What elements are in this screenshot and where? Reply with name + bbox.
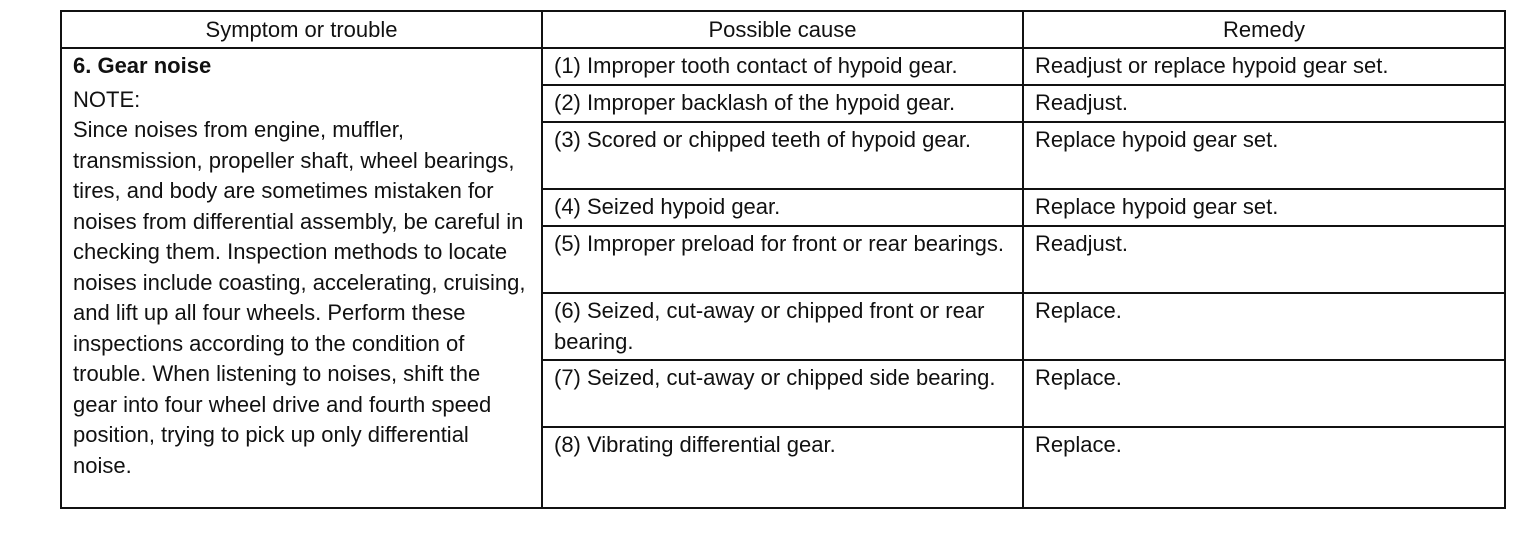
note-body: Since noises from engine, muffler, transmission, propeller shaft, wheel bearings, tires, and body are sometimes mistaken for noises from differential assembly, be careful in checking them. Inspection methods to locate noises include coasting, accelerating, cruising, and lift up all four wheels. Perform these inspections according to the condition of trouble. When listening to noises, shift the gear into four wheel drive and fourth speed position, trying to pick up only differential noise.: [73, 117, 526, 478]
note-label: NOTE:: [73, 86, 141, 112]
cause-cell: (6) Seized, cut-away or chipped front or rear bearing.: [542, 293, 1023, 360]
cause-cell: (3) Scored or chipped teeth of hypoid gear.: [542, 122, 1023, 189]
cause-cell: (4) Seized hypoid gear.: [542, 189, 1023, 226]
cause-cell: (5) Improper preload for front or rear bearings.: [542, 226, 1023, 293]
remedy-cell: Replace.: [1023, 360, 1505, 427]
remedy-cell: Replace hypoid gear set.: [1023, 122, 1505, 189]
header-symptom: Symptom or trouble: [61, 11, 542, 48]
remedy-cell: Replace.: [1023, 293, 1505, 360]
header-row: [61, 11, 1505, 48]
header-possible-cause: Possible cause: [542, 11, 1023, 48]
remedy-cell: Readjust.: [1023, 226, 1505, 293]
cause-cell: (1) Improper tooth contact of hypoid gear.: [542, 48, 1023, 85]
troubleshooting-table: [60, 10, 1506, 509]
remedy-cell: Replace.: [1023, 427, 1505, 508]
remedy-cell: Readjust.: [1023, 85, 1505, 122]
symptom-cell: [61, 48, 542, 508]
header-remedy: Remedy: [1023, 11, 1505, 48]
symptom-title: 6. Gear noise: [73, 53, 212, 78]
cause-cell: (7) Seized, cut-away or chipped side bearing.: [542, 360, 1023, 427]
remedy-cell: Readjust or replace hypoid gear set.: [1023, 48, 1505, 85]
cause-cell: (2) Improper backlash of the hypoid gear.: [542, 85, 1023, 122]
table-row: [61, 48, 1505, 85]
cause-cell: (8) Vibrating differential gear.: [542, 427, 1023, 508]
remedy-cell: Replace hypoid gear set.: [1023, 189, 1505, 226]
